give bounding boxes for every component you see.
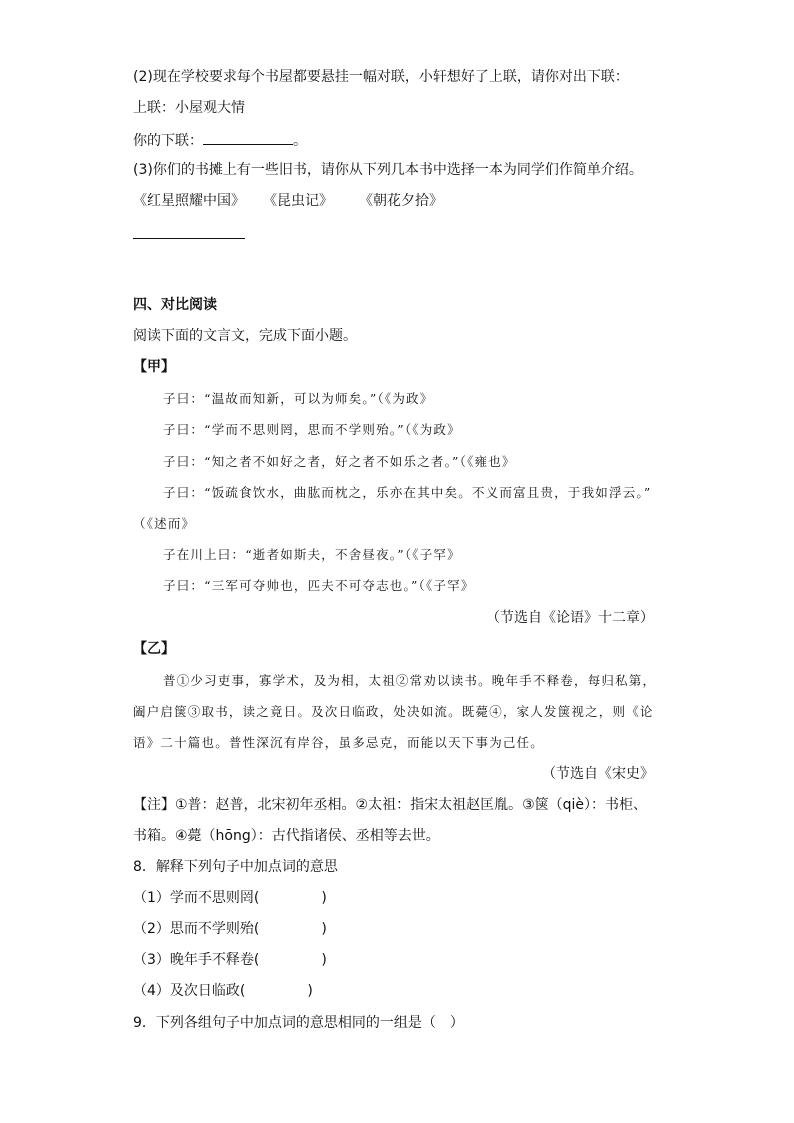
- book-item: 《朝花夕拾》: [359, 193, 443, 209]
- q8-item-text: （1）学而不思则罔(: [133, 890, 260, 906]
- book-item: 《红星照耀中国》: [133, 193, 245, 209]
- passage-jia-label: 【甲】: [133, 359, 175, 375]
- yi-line: 普①少习吏事，寡学术，及为相，太祖②常劝以读书。晚年手不释卷，每归私第，: [163, 673, 657, 688]
- note-line: 【注】①普：赵普，北宋初年丞相。②太祖：指宋太祖赵匡胤。③箧（qiè）：书柜、: [133, 797, 648, 813]
- book-list: [133, 192, 443, 210]
- jia-source: （节选自《论语》十二章）: [486, 610, 654, 626]
- jia-line: 子曰：“饭疏食饮水，曲肱而枕之，乐亦在其中矣。不义而富且贵，于我如浮云。”: [163, 485, 652, 500]
- q8-item: [133, 951, 327, 969]
- jia-line: 子曰：“学而不思则罔，思而不学则殆。”（《为政》: [163, 422, 461, 437]
- yi-line: 语》二十篇也。普性深沉有岸谷，虽多忌克，而能以天下事为己任。: [133, 735, 545, 750]
- upper-couplet: 上联：小屋观大情: [133, 100, 245, 116]
- answer-line[interactable]: [133, 238, 245, 239]
- passage-yi-label: 【乙】: [133, 641, 175, 657]
- yi-line: 阖户启箧③取书，读之竟日。及次日临政，处决如流。既薨④，家人发箧视之，则《论: [133, 704, 654, 719]
- jia-line: 子曰：“三军可夺帅也，匹夫不可夺志也。”（《子罕》: [163, 578, 475, 593]
- q8-item-close: ): [321, 921, 327, 937]
- q8-stem: 8．解释下列句子中加点词的意思: [133, 859, 338, 875]
- note-line: 书箱。④薨（hōng）：古代指诸侯、丞相等去世。: [133, 828, 440, 844]
- q8-item: [133, 982, 313, 1000]
- q8-item: [133, 920, 327, 938]
- q7-part2: (2)现在学校要求每个书屋都要悬挂一幅对联，小轩想好了上联，请你对出下联：: [133, 69, 629, 85]
- book-item: 《昆虫记》: [263, 193, 333, 209]
- jia-line: 子曰：“温故而知新，可以为师矣。”（《为政》: [163, 391, 434, 406]
- section-heading: 四、对比阅读: [133, 297, 217, 313]
- q8-item-close: ): [321, 890, 327, 906]
- jia-line: 子曰：“知之者不如好之者，好之者不如乐之者。”（《雍也》: [163, 454, 516, 469]
- lower-couplet-line: [133, 130, 307, 150]
- answer-blank[interactable]: [203, 130, 293, 145]
- q7-part3: (3)你们的书摊上有一些旧书，请你从下列几本书中选择一本为同学们作简单介绍。: [133, 162, 643, 178]
- q8-item: [133, 889, 327, 907]
- q9-stem: 9．下列各组句子中加点词的意思相同的一组是（ ）: [133, 1015, 464, 1031]
- q8-item-close: ): [307, 983, 313, 999]
- jia-line: （《述而》: [133, 516, 196, 531]
- section-instruction: 阅读下面的文言文，完成下面小题。: [133, 328, 357, 344]
- q8-item-close: ): [321, 952, 327, 968]
- lower-couplet-label: 你的下联：: [133, 133, 203, 149]
- q8-item-text: （2）思而不学则殆(: [133, 921, 260, 937]
- lower-couplet-end: 。: [293, 133, 307, 149]
- jia-line: 子在川上曰：“逝者如斯夫，不舍昼夜。”（《子罕》: [163, 547, 461, 562]
- q8-item-text: （4）及次日临政(: [133, 983, 246, 999]
- yi-source: （节选自《宋史》: [542, 766, 654, 782]
- q8-item-text: （3）晚年手不释卷(: [133, 952, 260, 968]
